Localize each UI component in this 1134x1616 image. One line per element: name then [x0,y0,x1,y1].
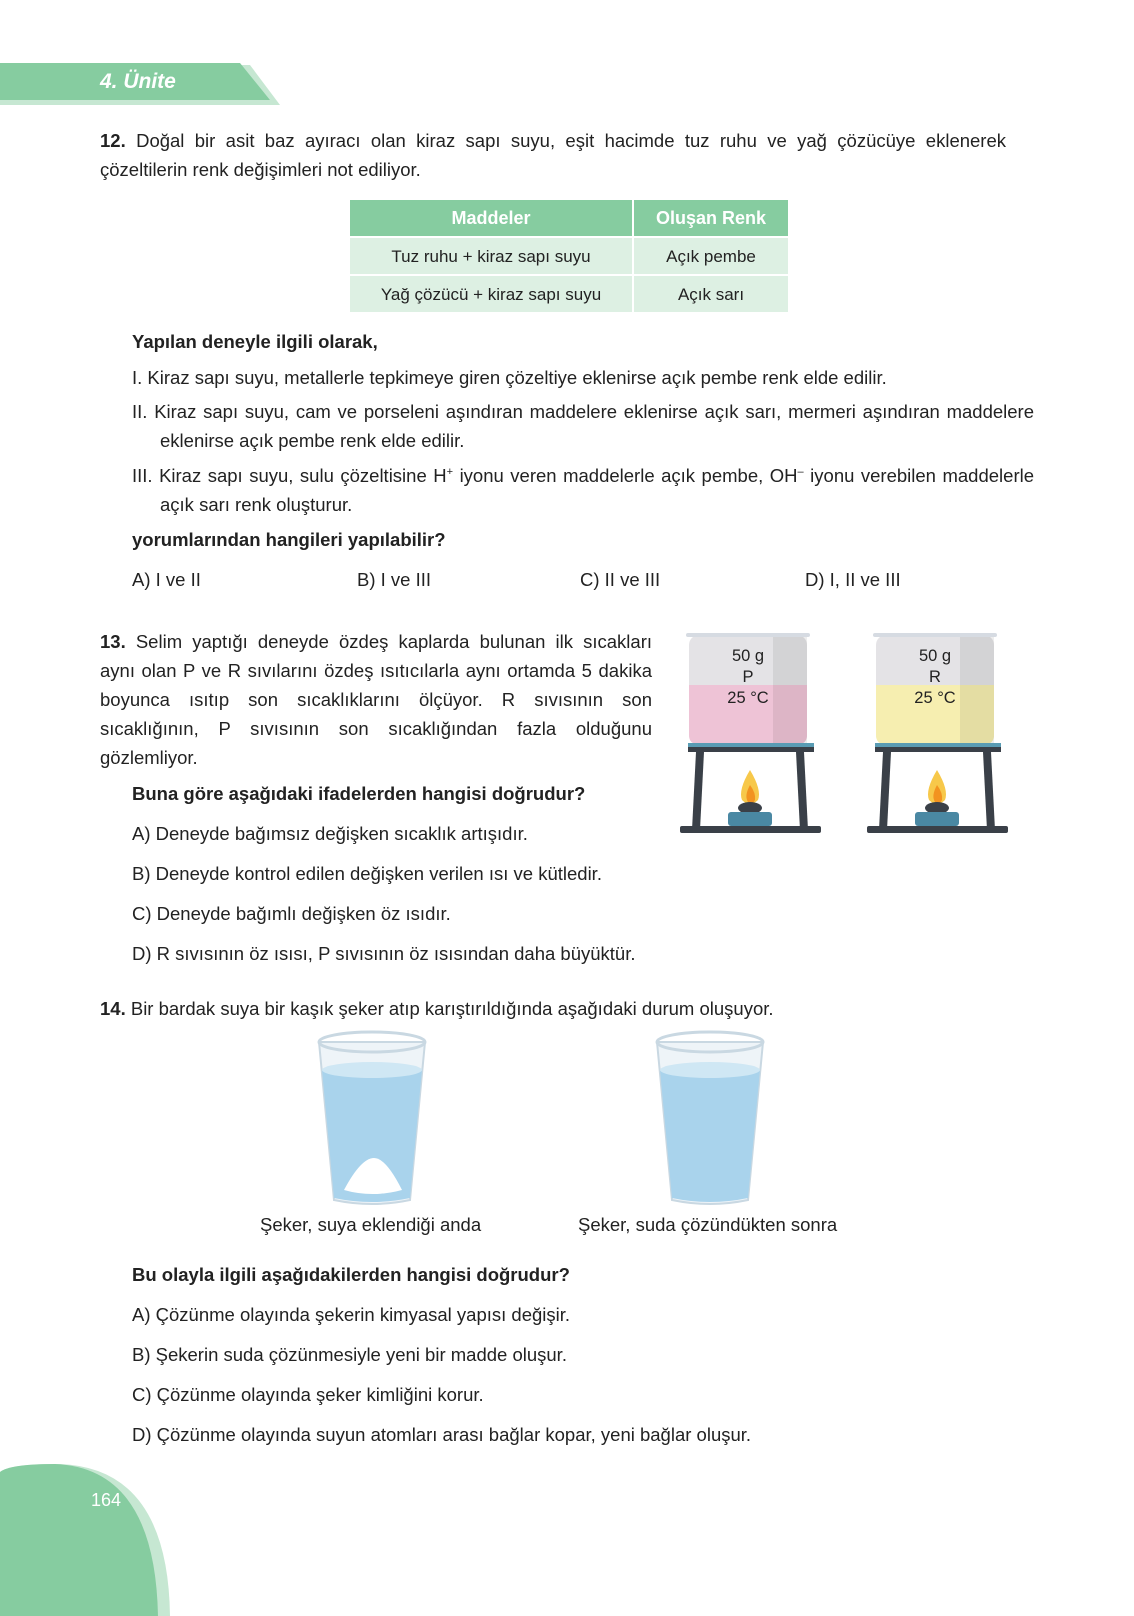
q12-option-b[interactable]: B) I ve III [357,569,432,590]
q12-stem [100,126,1006,184]
glass-dissolved [654,1030,766,1208]
table-cell: Açık pembe [634,238,788,274]
q13-option-b[interactable]: B) Deneyde kontrol edilen değişken verilen ısı ve kütledir. [132,863,602,884]
q14-option-c[interactable]: C) Çözünme olayında şeker kimliğini korur. [132,1384,484,1405]
q13-option-c[interactable]: C) Deneyde bağımlı değişken öz ısıdır. [132,903,451,924]
table-row [350,276,788,312]
beaker-mass: 50 g [731,647,765,665]
s3-sup: + [446,465,454,478]
q14-text: Bir bardak suya bir kaşık şeker atıp karıştırıldığında aşağıdaki durum oluşuyor. [130,998,774,1019]
page-number: 164 [91,1490,122,1510]
q14-option-d[interactable]: D) Çözünme olayında suyun atomları arası bağlar kopar, yeni bağlar oluşur. [132,1424,752,1445]
table-cell: Açık sarı [634,276,788,312]
table-cell: Tuz ruhu + kiraz sapı suyu [350,238,632,274]
q14-number: 14. [100,998,126,1019]
table-header: Oluşan Renk [634,200,788,236]
q12-statement-2: II. Kiraz sapı suyu, cam ve porseleni aşındıran maddelere eklenirse açık sarı, mermeri aşındıran maddelere eklenirse açık pembe renk elde edilir. [132,401,1034,451]
beaker-p-label [689,646,807,709]
glass-with-sugar [316,1030,428,1208]
s3-part: III. Kiraz sapı suyu, sulu çözeltisine H [132,465,447,486]
q13-text: Selim yaptığı deneyde özdeş kaplarda bulunan ilk sıcakları aynı olan P ve R sıvılarını özdeş ısıtıcılarla aynı ortamda 5 dakika boyunca ısıtıp son sıcaklıklarını ölçüyor. R sıvısının son sıcaklığının, P sıvısının son sıcaklığından fazla olduğunu gözlemliyor. [100,631,653,768]
q13-question: Buna göre aşağıdaki ifadelerden hangisi doğrudur? [132,783,586,804]
s3-sup: – [797,465,804,478]
q12-option-c[interactable]: C) II ve III [580,569,661,590]
q13-number: 13. [100,631,126,652]
table-row [350,238,788,274]
q13-option-d[interactable]: D) R sıvısının öz ısısı, P sıvısının öz ısısından daha büyüktür. [132,943,636,964]
beaker-temp: 25 °C [914,689,956,707]
table-cell: Yağ çözücü + kiraz sapı suyu [350,276,632,312]
q12-text: Doğal bir asit baz ayıracı olan kiraz sapı suyu, eşit hacimde tuz ruhu ve yağ çözücüye eklenerek çözeltilerin renk değişimleri not ediliyor. [100,130,1007,180]
q12-table [348,198,790,314]
table-header: Maddeler [350,200,632,236]
q13-option-a[interactable]: A) Deneyde bağımsız değişken sıcaklık artışıdır. [132,823,528,844]
beaker-mass: 50 g [918,647,952,665]
q12-question: yorumlarından hangileri yapılabilir? [132,529,446,550]
beaker-liquid: P [742,668,754,686]
unit-title: 4. Ünite [100,70,176,93]
q14-stem [100,994,1006,1023]
q12-statement-3 [132,461,1034,519]
q12-number: 12. [100,130,126,151]
q12-statement-1: I. Kiraz sapı suyu, metallerle tepkimeye giren çözeltiye eklenirse açık pembe renk elde edilir. [132,367,887,388]
beaker-temp: 25 °C [727,689,769,707]
q12-lead: Yapılan deneyle ilgili olarak, [132,331,378,352]
q14-option-a[interactable]: A) Çözünme olayında şekerin kimyasal yapısı değişir. [132,1304,571,1325]
q14-option-b[interactable]: B) Şekerin suda çözünmesiyle yeni bir madde oluşur. [132,1344,567,1365]
q12-option-d[interactable]: D) I, II ve III [805,569,901,590]
beaker-liquid: R [929,668,941,686]
q12-option-a[interactable]: A) I ve II [132,569,201,590]
s3-part: iyonu veren maddelerle açık pembe, OH [453,465,798,486]
page-number-tab [0,1462,175,1616]
s3-part: iyonu verebilen maddelerle açık sarı renk oluşturur. [160,465,1035,515]
caption-before: Şeker, suya eklendiği anda [260,1214,482,1235]
q14-question: Bu olayla ilgili aşağıdakilerden hangisi doğrudur? [132,1264,570,1285]
caption-after: Şeker, suda çözündükten sonra [578,1214,838,1235]
beaker-r-label [876,646,994,709]
q13-stem [100,627,652,772]
